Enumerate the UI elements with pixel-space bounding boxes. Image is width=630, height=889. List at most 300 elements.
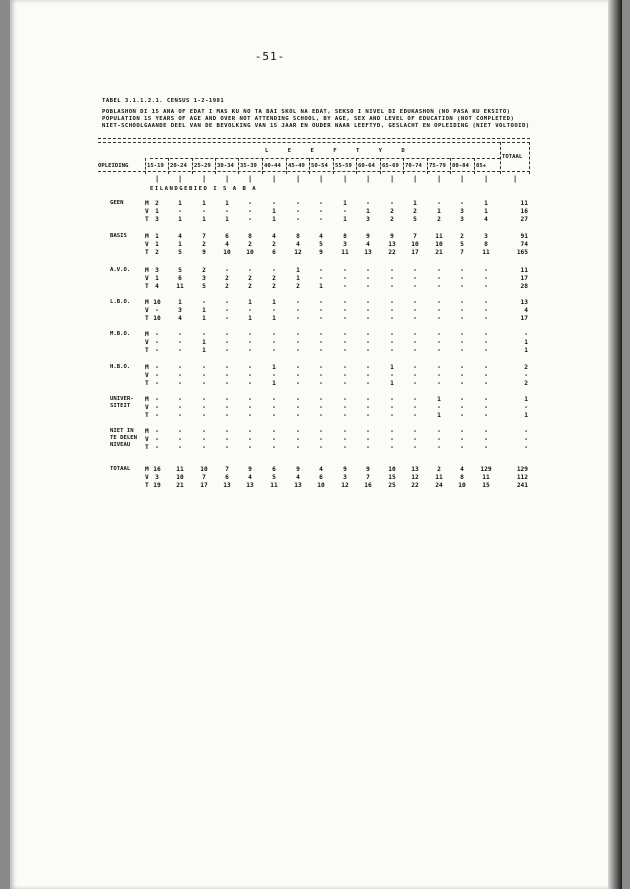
table-cell: -: [155, 412, 159, 419]
age-group-header: 65-69: [382, 163, 399, 169]
education-level-label: H.B.O.: [110, 364, 131, 370]
table-cell: -: [484, 396, 488, 403]
table-cell: -: [366, 275, 370, 282]
row-total: 17: [520, 275, 528, 282]
table-cell: 6: [225, 233, 229, 240]
sex-code: T: [145, 283, 149, 290]
column-divider: [333, 158, 334, 174]
table-cell: -: [178, 428, 182, 435]
table-cell: 1: [484, 200, 488, 207]
table-cell: 7: [225, 466, 229, 473]
table-cell: -: [248, 428, 252, 435]
table-cell: -: [343, 404, 347, 411]
table-cell: 6: [272, 249, 276, 256]
table-cell: -: [366, 347, 370, 354]
table-cell: 5: [178, 249, 182, 256]
sex-code: M: [145, 396, 149, 403]
table-cell: -: [484, 436, 488, 443]
table-cell: -: [437, 380, 441, 387]
table-cell: 8: [248, 233, 252, 240]
row-total: -: [524, 331, 528, 338]
table-cell: -: [460, 347, 464, 354]
page-number: -51-: [254, 50, 286, 63]
table-cell: -: [366, 436, 370, 443]
table-cell: -: [319, 396, 323, 403]
sex-code: T: [145, 216, 149, 223]
table-cell: -: [248, 412, 252, 419]
table-cell: 5: [202, 283, 206, 290]
table-cell: -: [155, 428, 159, 435]
table-cell: -: [272, 331, 276, 338]
table-cell: -: [248, 396, 252, 403]
table-cell: -: [272, 404, 276, 411]
education-level-label: GEEN: [110, 200, 124, 206]
table-cell: -: [460, 444, 464, 451]
sex-code: V: [145, 436, 149, 443]
education-level-label: TOTAAL: [110, 466, 131, 472]
table-cell: -: [413, 307, 417, 314]
table-cell: 1: [343, 200, 347, 207]
table-cell: 1: [155, 275, 159, 282]
table-cell: 11: [435, 474, 443, 481]
table-cell: 10: [223, 249, 231, 256]
table-cell: -: [248, 364, 252, 371]
table-cell: -: [178, 444, 182, 451]
row-total: -: [524, 372, 528, 379]
table-cell: 24: [435, 482, 443, 489]
table-cell: -: [202, 428, 206, 435]
table-cell: -: [390, 307, 394, 314]
table-cell: 4: [272, 233, 276, 240]
table-cell: -: [484, 372, 488, 379]
table-cell: 6: [272, 466, 276, 473]
table-cell: 1: [437, 208, 441, 215]
education-level-label: NIET IN: [110, 428, 134, 434]
table-cell: -: [484, 331, 488, 338]
table-cell: -: [390, 315, 394, 322]
table-cell: 1: [413, 200, 417, 207]
table-cell: 2: [202, 241, 206, 248]
table-cell: -: [484, 380, 488, 387]
table-cell: 4: [155, 283, 159, 290]
table-cell: -: [413, 412, 417, 419]
table-cell: -: [155, 444, 159, 451]
table-cell: 2: [437, 216, 441, 223]
table-cell: -: [343, 331, 347, 338]
sex-code: M: [145, 466, 149, 473]
table-cell: -: [413, 315, 417, 322]
table-cell: 2: [296, 283, 300, 290]
table-cell: -: [296, 208, 300, 215]
table-cell: -: [178, 412, 182, 419]
table-cell: 10: [176, 474, 184, 481]
sex-code: V: [145, 474, 149, 481]
table-cell: 3: [155, 267, 159, 274]
table-cell: 9: [202, 249, 206, 256]
table-cell: -: [390, 444, 394, 451]
table-cell: -: [460, 428, 464, 435]
table-cell: -: [296, 436, 300, 443]
table-cell: 3: [343, 474, 347, 481]
sex-code: V: [145, 404, 149, 411]
table-cell: -: [225, 396, 229, 403]
table-cell: -: [460, 307, 464, 314]
table-cell: -: [413, 299, 417, 306]
table-cell: 15: [388, 474, 396, 481]
table-cell: -: [248, 200, 252, 207]
column-divider: [356, 158, 357, 174]
table-cell: -: [225, 364, 229, 371]
document-page: [10, 0, 622, 889]
table-cell: -: [413, 339, 417, 346]
row-total: -: [524, 428, 528, 435]
row-total: 2: [524, 364, 528, 371]
table-cell: 1: [248, 299, 252, 306]
table-cell: -: [343, 444, 347, 451]
table-cell: -: [272, 428, 276, 435]
table-cell: 2: [272, 241, 276, 248]
table-cell: -: [319, 428, 323, 435]
table-cell: -: [248, 216, 252, 223]
table-cell: 1: [484, 208, 488, 215]
table-cell: 2: [202, 267, 206, 274]
table-cell: -: [343, 396, 347, 403]
table-cell: 1: [178, 299, 182, 306]
table-cell: -: [155, 331, 159, 338]
table-cell: -: [413, 347, 417, 354]
table-cell: -: [390, 372, 394, 379]
table-cell: 2: [248, 283, 252, 290]
table-cell: -: [155, 364, 159, 371]
table-cell: 1: [390, 380, 394, 387]
table-cell: -: [484, 444, 488, 451]
table-cell: -: [413, 380, 417, 387]
table-cell: -: [296, 380, 300, 387]
table-cell: 2: [272, 283, 276, 290]
table-cell: -: [390, 299, 394, 306]
table-cell: -: [225, 315, 229, 322]
table-cell: 1: [272, 299, 276, 306]
table-cell: -: [319, 208, 323, 215]
table-cell: -: [178, 208, 182, 215]
table-cell: 2: [225, 275, 229, 282]
total-heading: TOTAAL: [502, 154, 523, 160]
column-tick: |: [460, 175, 465, 183]
table-cell: 6: [319, 474, 323, 481]
table-cell: -: [460, 436, 464, 443]
row-total: 4: [524, 307, 528, 314]
table-cell: -: [343, 283, 347, 290]
table-cell: -: [460, 404, 464, 411]
table-cell: -: [319, 275, 323, 282]
table-cell: 2: [413, 208, 417, 215]
table-cell: -: [366, 428, 370, 435]
table-cell: 3: [155, 474, 159, 481]
table-cell: -: [178, 404, 182, 411]
table-cell: -: [460, 283, 464, 290]
table-cell: -: [319, 216, 323, 223]
title-english: POPULATION 15 YEARS OF AGE AND OVER NOT ATTENDING SCHOOL, BY AGE, SEX AND LEVEL OF EDUCATION (NOT COMPLETED): [102, 116, 515, 122]
table-cell: -: [272, 339, 276, 346]
table-cell: -: [248, 380, 252, 387]
row-total: 91: [520, 233, 528, 240]
table-cell: -: [319, 404, 323, 411]
table-cell: -: [343, 347, 347, 354]
table-cell: -: [343, 428, 347, 435]
table-cell: -: [225, 428, 229, 435]
table-cell: 7: [366, 474, 370, 481]
title-papiamento: POBLASHON DI 15 ANA OF EDAT I MAS KU NO TA BAI SKOL NA EDAT, SEKSO I NIVEL DI EDUKASHON (NO PASA KU EKSITO): [102, 109, 511, 115]
table-cell: 2: [155, 249, 159, 256]
education-heading: OPLEIDING: [98, 163, 129, 169]
table-cell: -: [437, 267, 441, 274]
table-cell: 10: [153, 299, 161, 306]
table-cell: 1: [437, 412, 441, 419]
table-cell: -: [484, 275, 488, 282]
table-cell: -: [202, 412, 206, 419]
table-cell: -: [202, 208, 206, 215]
table-cell: 8: [343, 233, 347, 240]
table-cell: -: [460, 364, 464, 371]
table-cell: -: [272, 372, 276, 379]
column-divider: [145, 158, 146, 174]
education-level-label: NIVEAU: [110, 442, 131, 448]
table-cell: 9: [296, 466, 300, 473]
row-total: 165: [516, 249, 528, 256]
table-cell: -: [460, 200, 464, 207]
age-group-header: 55-59: [335, 163, 352, 169]
row-total: 16: [520, 208, 528, 215]
table-cell: -: [272, 267, 276, 274]
table-cell: 21: [435, 249, 443, 256]
table-cell: -: [248, 436, 252, 443]
table-cell: 3: [343, 241, 347, 248]
row-total: 2: [524, 380, 528, 387]
table-cell: 22: [411, 482, 419, 489]
table-cell: -: [366, 404, 370, 411]
table-cell: -: [366, 200, 370, 207]
table-cell: 8: [460, 474, 464, 481]
table-cell: -: [343, 380, 347, 387]
column-tick: |: [272, 175, 277, 183]
table-cell: 4: [319, 233, 323, 240]
table-cell: -: [319, 299, 323, 306]
row-total: 11: [520, 267, 528, 274]
table-cell: -: [225, 331, 229, 338]
table-cell: -: [202, 364, 206, 371]
table-cell: 1: [272, 315, 276, 322]
table-cell: -: [296, 339, 300, 346]
table-cell: -: [296, 299, 300, 306]
table-cell: 1: [319, 283, 323, 290]
row-total: 1: [524, 396, 528, 403]
table-cell: -: [319, 444, 323, 451]
table-cell: 4: [178, 315, 182, 322]
table-cell: 1: [178, 216, 182, 223]
age-group-header: 50-54: [311, 163, 328, 169]
table-title: TABEL 3.1.1.2.1. CENSUS 1-2-1981: [102, 98, 225, 104]
table-cell: 6: [225, 474, 229, 481]
table-cell: 1: [272, 364, 276, 371]
table-cell: 1: [296, 275, 300, 282]
table-cell: 5: [178, 267, 182, 274]
table-cell: -: [460, 339, 464, 346]
table-cell: 2: [272, 275, 276, 282]
table-cell: 1: [272, 216, 276, 223]
table-cell: -: [390, 347, 394, 354]
table-cell: -: [460, 331, 464, 338]
table-cell: -: [225, 372, 229, 379]
age-group-header: 30-34: [217, 163, 234, 169]
table-cell: -: [296, 200, 300, 207]
table-cell: 1: [155, 208, 159, 215]
table-cell: 3: [202, 275, 206, 282]
table-cell: -: [484, 412, 488, 419]
table-cell: -: [343, 412, 347, 419]
table-cell: -: [484, 267, 488, 274]
table-cell: -: [225, 307, 229, 314]
table-cell: 3: [178, 307, 182, 314]
table-cell: -: [272, 307, 276, 314]
table-cell: -: [248, 372, 252, 379]
table-cell: 11: [482, 249, 490, 256]
table-cell: -: [437, 339, 441, 346]
table-cell: -: [178, 396, 182, 403]
table-cell: 22: [388, 249, 396, 256]
table-cell: 10: [411, 241, 419, 248]
table-cell: -: [390, 331, 394, 338]
table-cell: -: [460, 396, 464, 403]
table-cell: -: [366, 444, 370, 451]
table-cell: -: [413, 396, 417, 403]
table-cell: -: [272, 200, 276, 207]
table-cell: -: [413, 444, 417, 451]
table-cell: -: [437, 331, 441, 338]
table-cell: -: [343, 436, 347, 443]
island-heading: EILANDGEBIED I S A B A: [150, 186, 258, 192]
table-cell: -: [437, 404, 441, 411]
table-cell: 2: [437, 466, 441, 473]
column-tick: |: [202, 175, 207, 183]
table-cell: -: [319, 200, 323, 207]
table-cell: -: [248, 331, 252, 338]
table-cell: 10: [246, 249, 254, 256]
table-cell: -: [296, 444, 300, 451]
row-total: -: [524, 444, 528, 451]
table-cell: -: [155, 347, 159, 354]
table-cell: -: [296, 216, 300, 223]
column-divider: [450, 158, 451, 174]
table-cell: -: [437, 428, 441, 435]
table-cell: -: [484, 299, 488, 306]
table-cell: 10: [317, 482, 325, 489]
table-cell: -: [319, 315, 323, 322]
table-cell: 4: [296, 241, 300, 248]
table-cell: -: [484, 347, 488, 354]
table-cell: -: [248, 347, 252, 354]
table-cell: -: [484, 339, 488, 346]
sex-code: M: [145, 267, 149, 274]
sex-code: T: [145, 412, 149, 419]
sex-code: M: [145, 364, 149, 371]
table-cell: -: [225, 339, 229, 346]
age-group-header: 70-74: [405, 163, 422, 169]
table-cell: 4: [319, 466, 323, 473]
column-divider: [403, 158, 404, 174]
table-cell: 9: [366, 466, 370, 473]
table-cell: 12: [411, 474, 419, 481]
table-cell: 1: [202, 315, 206, 322]
table-cell: -: [460, 380, 464, 387]
table-cell: 3: [155, 216, 159, 223]
table-cell: 1: [272, 208, 276, 215]
sex-code: V: [145, 241, 149, 248]
table-cell: -: [343, 299, 347, 306]
table-cell: -: [155, 396, 159, 403]
table-cell: -: [319, 412, 323, 419]
table-cell: 1: [343, 216, 347, 223]
table-top-rule: [98, 138, 530, 139]
sex-code: V: [145, 208, 149, 215]
row-total: -: [524, 404, 528, 411]
page-edge-shadow: [608, 0, 622, 889]
table-cell: -: [225, 444, 229, 451]
table-cell: 1: [178, 200, 182, 207]
table-cell: -: [225, 299, 229, 306]
row-total: 1: [524, 347, 528, 354]
table-cell: 1: [390, 364, 394, 371]
table-cell: -: [202, 444, 206, 451]
table-cell: -: [343, 208, 347, 215]
table-cell: -: [484, 307, 488, 314]
table-cell: 10: [388, 466, 396, 473]
table-cell: -: [248, 404, 252, 411]
table-cell: 10: [153, 315, 161, 322]
sex-code: T: [145, 347, 149, 354]
table-cell: 12: [341, 482, 349, 489]
table-cell: -: [366, 267, 370, 274]
column-tick: |: [437, 175, 442, 183]
table-cell: -: [178, 347, 182, 354]
sex-code: V: [145, 275, 149, 282]
sex-code: V: [145, 307, 149, 314]
table-cell: -: [366, 307, 370, 314]
sex-code: M: [145, 331, 149, 338]
table-cell: -: [202, 331, 206, 338]
table-cell: -: [225, 208, 229, 215]
table-cell: -: [248, 444, 252, 451]
table-cell: 17: [411, 249, 419, 256]
row-total: 13: [520, 299, 528, 306]
age-group-header: 25-29: [194, 163, 211, 169]
column-divider: [286, 158, 287, 174]
table-cell: -: [343, 315, 347, 322]
table-cell: -: [178, 372, 182, 379]
table-cell: -: [225, 436, 229, 443]
table-cell: -: [296, 412, 300, 419]
table-cell: 3: [366, 216, 370, 223]
table-cell: -: [272, 444, 276, 451]
column-divider: [380, 158, 381, 174]
table-cell: -: [272, 347, 276, 354]
age-group-header: 85+: [476, 163, 487, 169]
table-cell: 1: [225, 216, 229, 223]
table-cell: -: [390, 267, 394, 274]
table-cell: 1: [272, 380, 276, 387]
table-cell: 9: [343, 466, 347, 473]
age-group-header: 75-79: [429, 163, 446, 169]
sex-code: T: [145, 444, 149, 451]
